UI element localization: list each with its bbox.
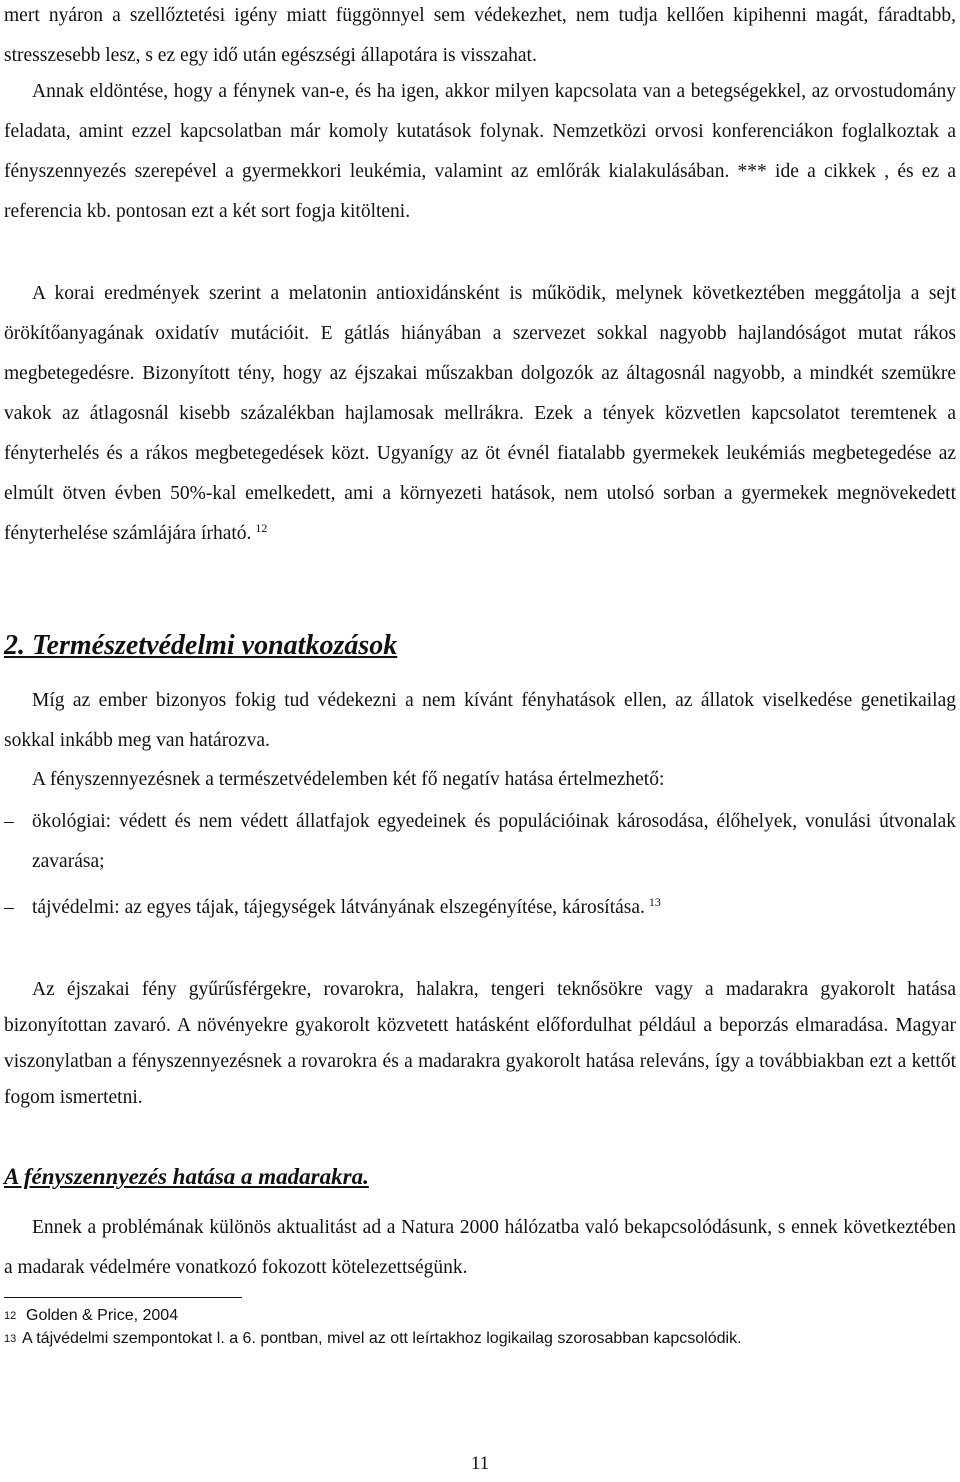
footnote-text: Golden & Price, 2004 (26, 1307, 179, 1324)
list-item (4, 802, 956, 882)
list-item-text: ökológiai: védett és nem védett állatfajok egyedeinek és populációinak károsodása, élőhelyek, vonulási útvonalak zavarása; (32, 811, 956, 872)
list-item (4, 888, 956, 928)
list-item-text: tájvédelmi: az egyes tájak, tájegységek látványának elszegényítése, károsítása. (32, 897, 645, 918)
list-dash: – (4, 897, 14, 918)
list-dash: – (4, 811, 14, 832)
footnote-12 (4, 1305, 956, 1327)
footnote-divider (4, 1297, 242, 1298)
paragraph-1: mert nyáron a szellőztetési igény miatt függönnyel sem védekezhet, nem tudja kellően kipihenni magát, fáradtabb, stresszesebb lesz, s ez egy idő után egészségi állapotára is visszahat. (4, 5, 956, 66)
paragraph-7: Ennek a problémának különös aktualitást ad a Natura 2000 hálózatba való bekapcsolódásunk, s ennek következtében a madarak védelmére vonatkozó fokozott kötelezettségünk. (4, 1217, 956, 1278)
section-heading: 2. Természetvédelmi vonatkozások (4, 630, 398, 661)
footnote-ref-12: 12 (255, 520, 268, 535)
footnote-number: 13 (4, 1333, 17, 1345)
effects-list (4, 802, 956, 928)
footnote-ref-13: 13 (648, 894, 661, 909)
paragraph-3-text: A korai eredmények szerint a melatonin antioxidánsként is működik, melynek következtében meggátolja a sejt örökítőanyagának oxidatív mutációit. E gátlás hiányában a szervezet sokkal nagyobb hajlandóságot mutat rákos megbetegedésre. Bizonyított tény, hogy az éjszakai műszakban dolgozók az áltagosnál nagyobb, a mindkét szemükre vakok az átlagosnál kisebb százalékban hajlamosak mellrákra. Ezek a tények közvetlen kapcsolatot teremtenek a fényterhelés és a rákos megbetegedések közt. Ugyanígy az öt évnél fiatalabb gyermekek leukémiás megbetegedése az elmúlt ötven évben 50%-kal emelkedett, ami a környezeti hatások, nem utolsó sorban a gyermekek megnövekedett fényterhelése számlájára írható. (4, 283, 956, 544)
footnote-number: 12 (4, 1310, 17, 1322)
paragraph-2: Annak eldöntése, hogy a fénynek van-e, és ha igen, akkor milyen kapcsolata van a betegségekkel, az orvostudomány feladata, amint ezzel kapcsolatban már komoly kutatások folynak. Nemzetközi orvosi konferenciákon foglalkoztak a fényszennyezés szerepével a gyermekkori leukémia, valamint az emlőrák kialakulásában. *** ide a cikkek , és ez a referencia kb. pontosan ezt a két sort fogja kitölteni. (4, 81, 956, 222)
paragraph-3 (4, 274, 956, 554)
paragraph-4: Míg az ember bizonyos fokig tud védekezni a nem kívánt fényhatások ellen, az állatok viselkedése genetikailag sokkal inkább meg van határozva. (4, 690, 956, 751)
footnote-13 (4, 1328, 956, 1350)
paragraph-6: Az éjszakai fény gyűrűsférgekre, rovarokra, halakra, tengeri teknősökre vagy a madarakra gyakorolt hatása bizonyítottan zavaró. A növényekre gyakorolt közvetett hatásként előfordulhat például a beporzás elmaradása. Magyar viszonylatban a fényszennyezésnek a rovarokra és a madarakra gyakorolt hatása releváns, így a továbbiakban ezt a kettőt fogom ismertetni. (4, 979, 956, 1108)
footnote-text: A tájvédelmi szempontokat l. a 6. pontban, mivel az ott leírtakhoz logikailag szorosabban kapcsolódik. (22, 1330, 742, 1347)
subsection-heading: A fényszennyezés hatása a madarakra. (4, 1164, 369, 1189)
page-number: 11 (470, 1453, 490, 1474)
paragraph-5: A fényszennyezésnek a természetvédelemben két fő negatív hatása értelmezhető: (32, 769, 665, 790)
